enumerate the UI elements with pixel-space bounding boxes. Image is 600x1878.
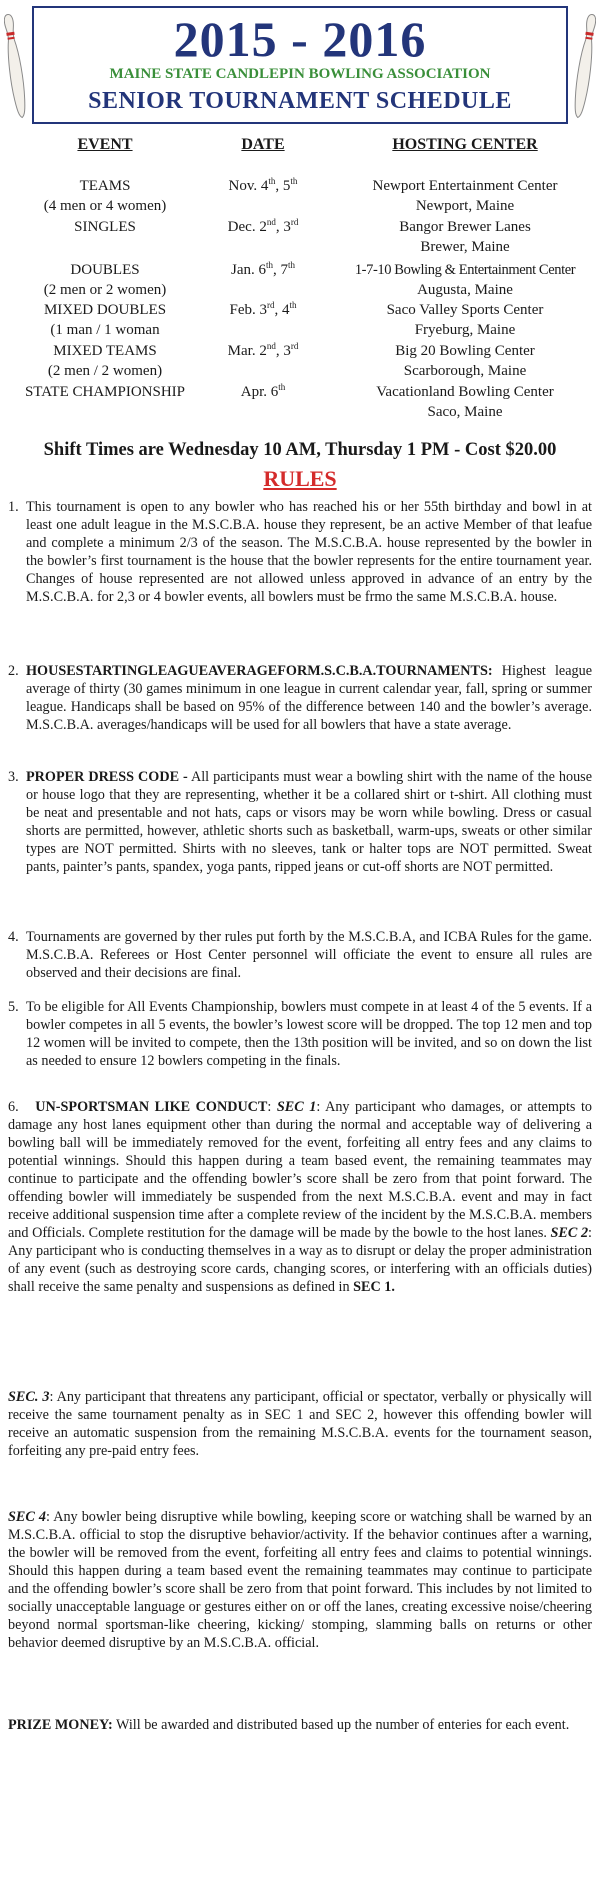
bowling-pin-icon bbox=[4, 10, 26, 122]
event-name: TEAMS bbox=[79, 178, 131, 194]
rule-3: 3. PROPER DRESS CODE - All participants must wear a bowling shirt with the name of the house or house logo that they are representing, whether it be a collared shirt or t-shirt. All clothing must be neat and presentable and not hats, caps or visors may be worn while bowling. Dress or casual shorts are permitted, however, athletic shorts such as basketball, warm-ups, sweats or other similar types are NOT permitted. Shirts with no sleeves, tank or halter tops are NOT permitted. Sweat pants, painter’s pants, spandex, yoga pants, ripped jeans or cut-off shorts are NOT permitted. bbox=[8, 769, 592, 875]
season-years: 2015 - 2016 bbox=[173, 11, 427, 67]
column-header-date: DATE bbox=[241, 136, 285, 153]
event-note: (1 man / 1 woman bbox=[50, 322, 160, 338]
rule-6-sec-3: SEC. 3: Any participant that threatens any participant, official or spectator, verbally or physically will receive the same tournament penalty as in SEC 1 and SEC 2, however this offending bowler will receive an automatic suspension from the remaining M.S.C.B.A. events for the tournament season, forfeiting any pre-paid entry fees. bbox=[8, 1389, 592, 1459]
event-date: Jan. 6th, 7th bbox=[230, 260, 296, 278]
shift-times: Shift Times are Wednesday 10 AM, Thursday 1 PM - Cost $20.00 bbox=[43, 440, 557, 460]
hosting-city: Saco, Maine bbox=[427, 404, 503, 420]
event-note: (2 men or 2 women) bbox=[43, 282, 167, 298]
hosting-center: Big 20 Bowling Center bbox=[395, 343, 535, 359]
hosting-center: Vacationland Bowling Center bbox=[376, 384, 554, 400]
rules-heading: RULES bbox=[263, 466, 337, 491]
rule-4: 4. Tournaments are governed by ther rules put forth by the M.S.C.B.A, and ICBA Rules for the game. M.S.C.B.A. Referees or Host Center personnel will officiate the event to ensure all rules are observed and their decisions are final. bbox=[8, 929, 592, 981]
event-name: MIXED DOUBLES bbox=[43, 302, 167, 318]
event-date: Mar. 2nd, 3rd bbox=[227, 341, 299, 359]
event-date: Apr. 6th bbox=[240, 382, 286, 400]
hosting-city: Brewer, Maine bbox=[420, 239, 510, 255]
event-date: Dec. 2nd, 3rd bbox=[227, 217, 299, 235]
hosting-center: Saco Valley Sports Center bbox=[386, 302, 544, 318]
event-name: SINGLES bbox=[74, 219, 136, 235]
hosting-city: Scarborough, Maine bbox=[403, 363, 527, 379]
rule-6-sec-4: SEC 4: Any bowler being disruptive while bowling, keeping score or watching shall be warned by an M.S.C.B.A. official to stop the disruptive behavior/activity. If the behavior continues after a warning, the bowler will be removed from the event, forfeiting all entry fees and claims to potential winnings. Should this happen during a team based event the remaining teammates may continue to participate and the offending bowler’s score shall be zero from that point forward. This includes by not limited to socially unacceptable language or gestures either on or off the lanes, creating excessive noise/cheering beyond normal sportsman-like cheering, kicking/ stomping, slamming balls on returns or other behavior deemed disruptive by an M.S.C.B.A. official. bbox=[8, 1509, 592, 1651]
rule-heading: PROPER DRESS CODE - bbox=[26, 769, 188, 785]
hosting-city: Augusta, Maine bbox=[417, 282, 513, 298]
column-header-center: HOSTING CENTER bbox=[392, 136, 538, 153]
hosting-city: Fryeburg, Maine bbox=[414, 322, 516, 338]
prize-money: PRIZE MONEY: Will be awarded and distributed based up the number of enteries for each event. bbox=[8, 1717, 570, 1733]
column-header-event: EVENT bbox=[77, 136, 133, 153]
event-note: (2 men / 2 women) bbox=[47, 363, 163, 379]
association-name: MAINE STATE CANDLEPIN BOWLING ASSOCIATION bbox=[109, 66, 491, 82]
rule-1: 1. This tournament is open to any bowler who has reached his or her 55th birthday and bowl in at least one adult league in the M.S.C.B.A. house they represent, be an active Member of that leafue and complete a minimum 2/3 of the season. The M.S.C.B.A. house represented by the bowler in the bowler’s first tournament is the house that the bowler represents for the entire tournament year. Changes of house represented are not allowed unless approved in advance of an entry by the M.S.C.B.A. for 2,3 or 4 bowler events, all bowlers must be frmo the same M.S.C.B.A. house. bbox=[8, 499, 592, 605]
rule-6: 6. UN-SPORTSMAN LIKE CONDUCT: SEC 1: Any participant who damages, or attempts to damage any host lanes equipment other than during the normal and acceptable way of delivering a bowling ball will be immediately removed for the event, forfeiting all entry fees and any claims to potential winnings. Should this happen during a team based event, the remaining teammates may continue to participate and the offending bowler’s score shall be zero from that point forward. The offending bowler will immediately be suspended from the next M.S.C.B.A. event and may in fact receive additional suspension time after a complete review of the incident by the M.S.C.B.A. members and Officials. Complete restitution for the damage will be made by the bowle to the host lanes. SEC 2: Any participant who is conducting themselves in a way as to disrupt or delay the proper administration of any event (such as destroying score cards, changing scores, or interfering with an officials duties) shall receive the same penalty and suspensions as defined in SEC 1. bbox=[8, 1099, 593, 1295]
rule-heading: HOUSESTARTINGLEAGUEAVERAGEFORM.S.C.B.A.TOURNAMENTS: bbox=[26, 663, 493, 679]
event-date: Feb. 3rd, 4th bbox=[229, 300, 297, 318]
rule-heading: UN-SPORTSMAN LIKE CONDUCT bbox=[35, 1099, 268, 1115]
event-name: MIXED TEAMS bbox=[53, 343, 157, 359]
bowling-pin-icon bbox=[574, 10, 596, 122]
rule-5: 5. To be eligible for All Events Championship, bowlers must compete in at least 4 of the 5 events. If a bowler competes in all 5 events, the bowler’s lowest score will be dropped. The top 12 men and top 12 women will be invited to compete, then the 13th position will be invited, and so on down the list as needed to ensure 12 bowlers competing in the finals. bbox=[8, 999, 592, 1069]
rule-2: 2. HOUSESTARTINGLEAGUEAVERAGEFORM.S.C.B.A.TOURNAMENTS: Highest league average of thirty (30 games minimum in one league in current calendar year, fall, spring or summer league. Handicaps shall be based on 95% of the difference between 140 and the bowler’s average. M.S.C.B.A. averages/handicaps will be used for all bowlers that have a state average. bbox=[8, 663, 592, 733]
event-name: DOUBLES bbox=[70, 262, 140, 278]
event-date: Nov. 4th, 5th bbox=[228, 176, 298, 194]
event-name: STATE CHAMPIONSHIP bbox=[24, 384, 186, 400]
schedule-title: SENIOR TOURNAMENT SCHEDULE bbox=[88, 88, 512, 114]
hosting-center: 1-7-10 Bowling & Entertainment Center bbox=[354, 262, 576, 278]
title-box bbox=[32, 6, 568, 124]
hosting-center: Newport Entertainment Center bbox=[372, 178, 558, 194]
hosting-center: Bangor Brewer Lanes bbox=[399, 219, 531, 235]
hosting-city: Newport, Maine bbox=[415, 198, 515, 214]
event-note: (4 men or 4 women) bbox=[43, 198, 167, 214]
